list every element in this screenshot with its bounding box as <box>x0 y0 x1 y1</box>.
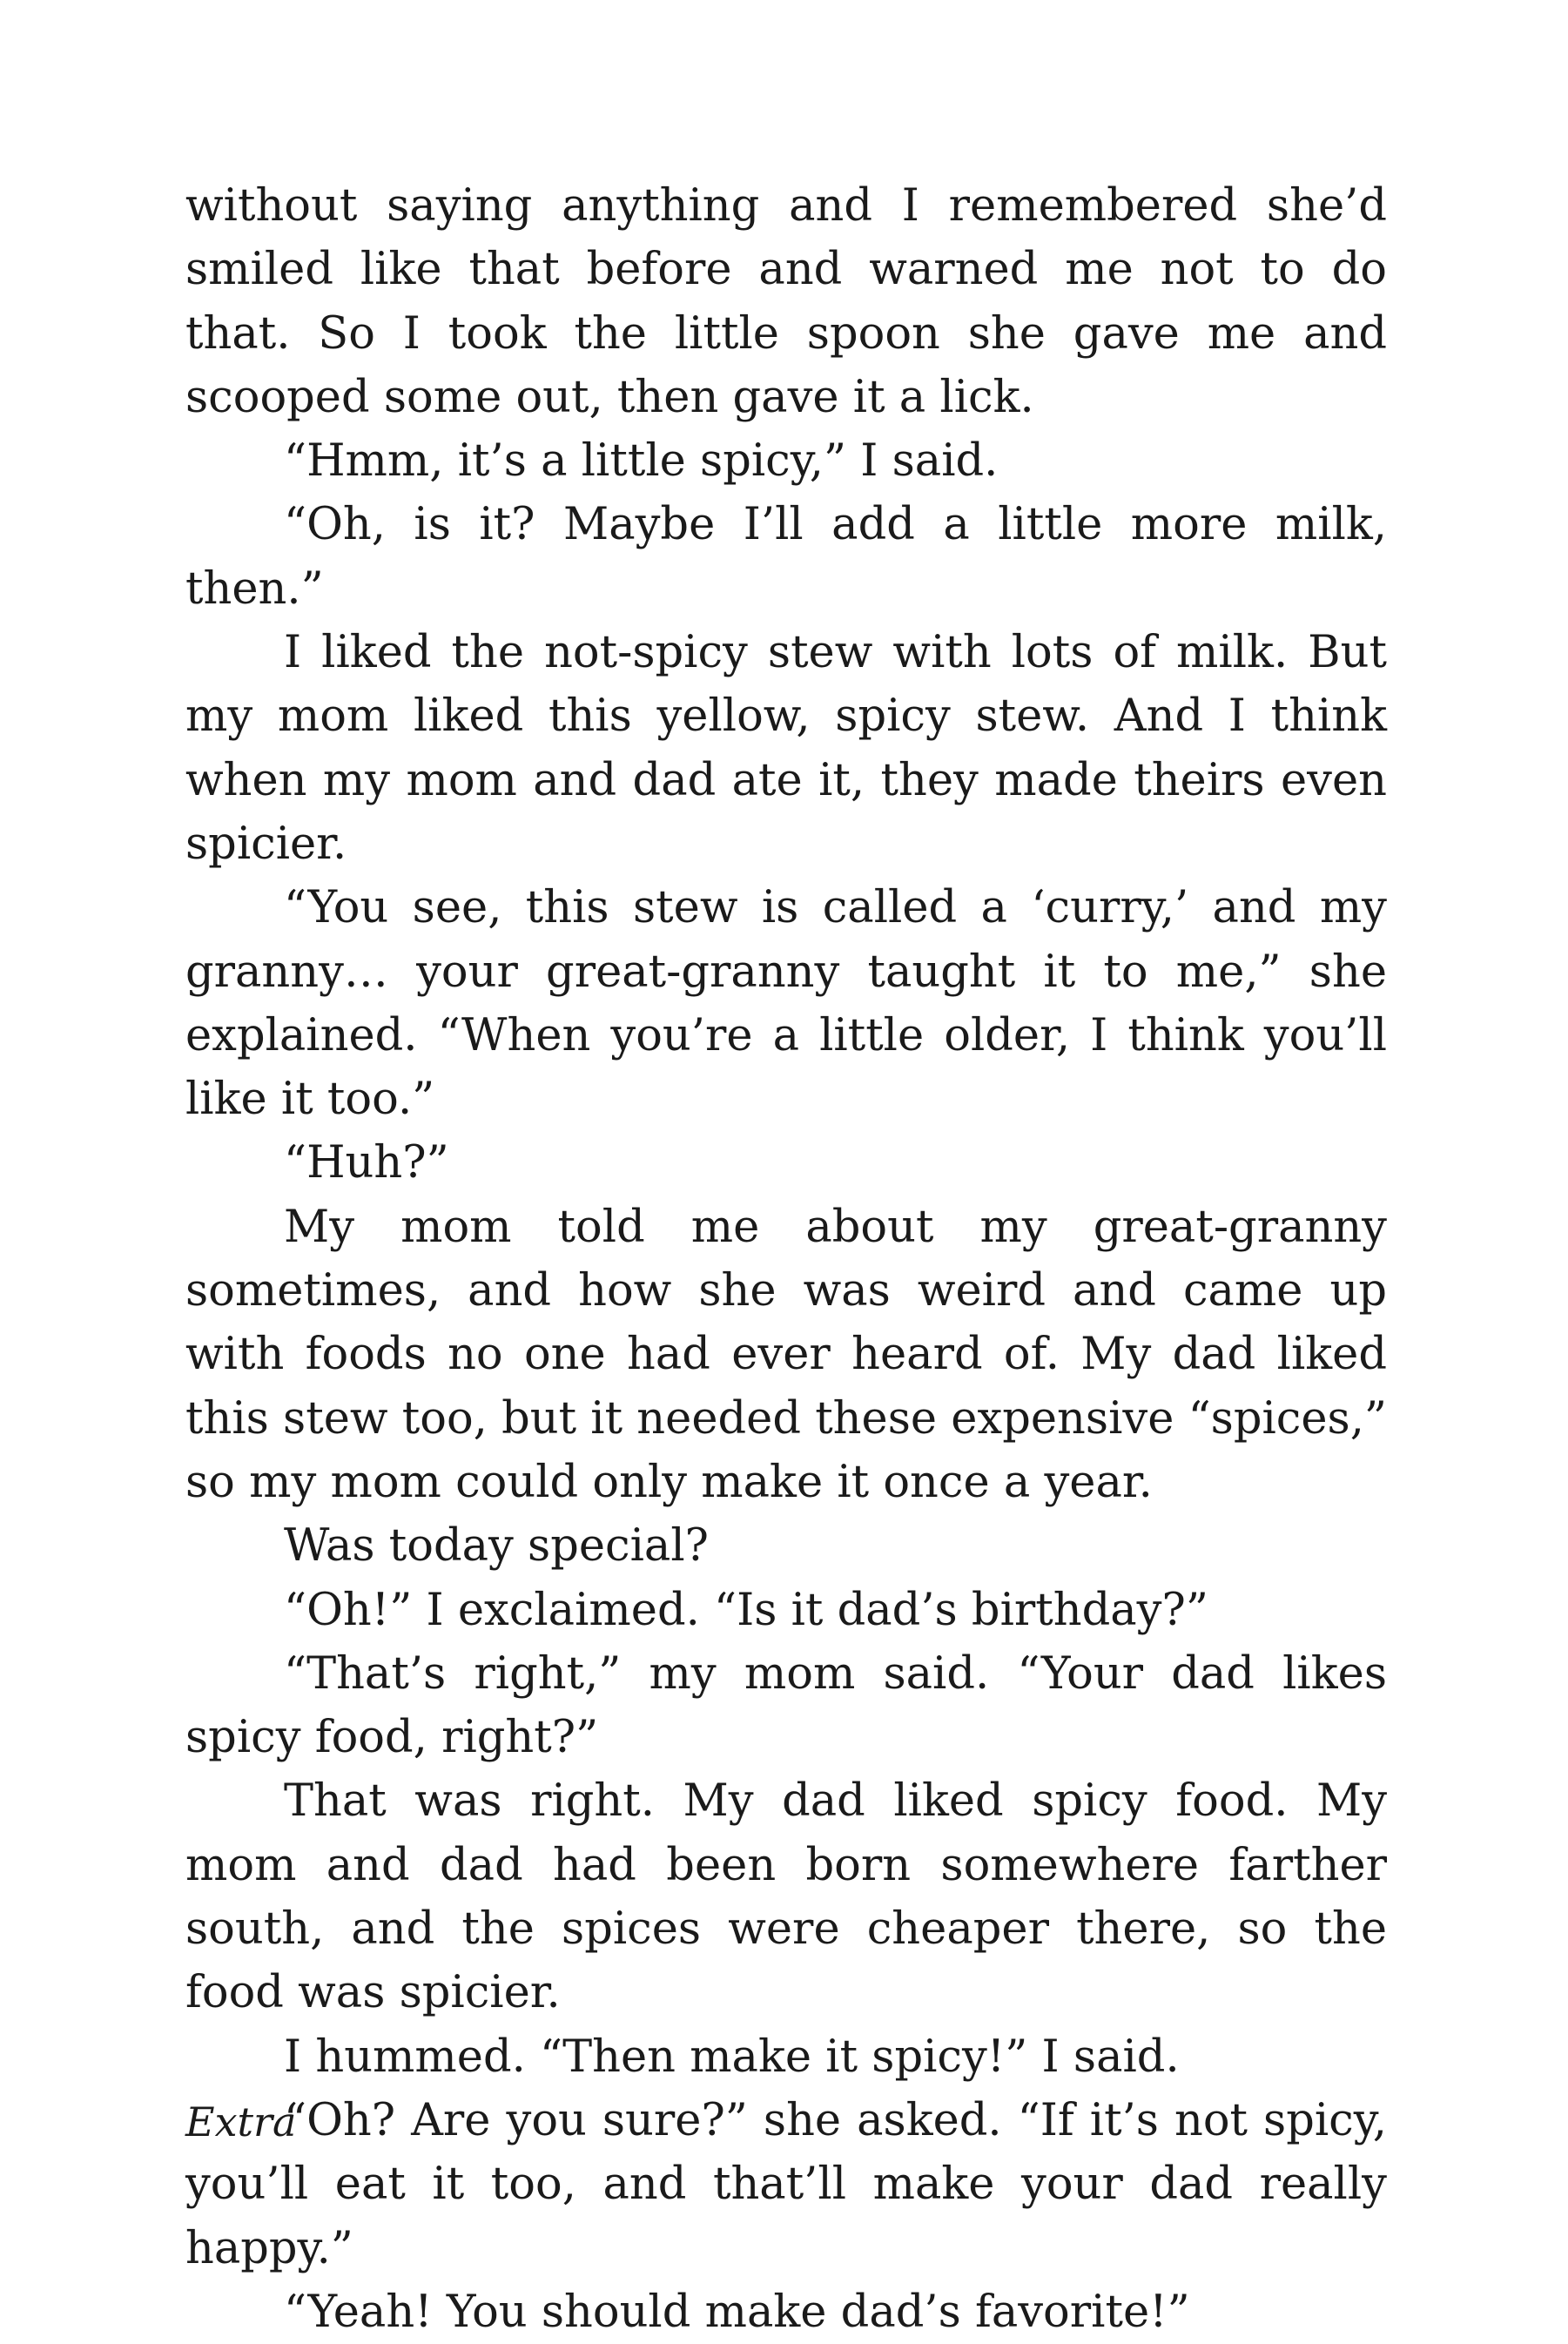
paragraph: “Oh? Are you sure?” she asked. “If it’s not spicy, you’ll eat it too, and that’ll make your dad really happy.” <box>185 2094 1387 2274</box>
paragraph: “Oh!” I exclaimed. “Is it dad’s birthday?” <box>284 1584 1208 1636</box>
paragraph: I hummed. “Then make it spicy!” I said. <box>284 2031 1180 2083</box>
paragraph: “Oh, is it? Maybe I’ll add a little more milk, then.” <box>185 499 1387 615</box>
paragraph: That was right. My dad liked spicy food. My mom and dad had been born somewhere farther south, and the spices were cheaper there, so the food was spicier. <box>185 1775 1387 2019</box>
paragraph: “Huh?” <box>284 1137 449 1189</box>
paragraph: Was today special? <box>284 1520 709 1573</box>
body-text <box>185 174 1387 2344</box>
paragraph: I liked the not-spicy stew with lots of milk. But my mom liked this yellow, spicy stew. And I think when my mom and dad ate it, they made theirs even spicier. <box>185 627 1387 870</box>
paragraph: “Yeah! You should make dad’s favorite!” <box>284 2286 1190 2338</box>
paragraph: “That’s right,” my mom said. “Your dad likes spicy food, right?” <box>185 1647 1387 1764</box>
paragraph: “Hmm, it’s a little spicy,” I said. <box>284 435 999 488</box>
paragraph: “You see, this stew is called a ‘curry,’ and my granny… your great-granny taught it to me,” she explained. “When you’re a little older, I think you’ll like it too.” <box>185 882 1387 1126</box>
running-footer: Extra <box>185 2098 297 2145</box>
paragraph: without saying anything and I remembered she’d smiled like that before and warned me not to do that. So I took the little spoon she gave me and scooped some out, then gave it a lick. <box>185 180 1387 423</box>
paragraph: My mom told me about my great-granny sometimes, and how she was weird and came up with foods no one had ever heard of. My dad liked this stew too, but it needed these expensive “spices,” so my mom could only make it once a year. <box>185 1201 1387 1508</box>
